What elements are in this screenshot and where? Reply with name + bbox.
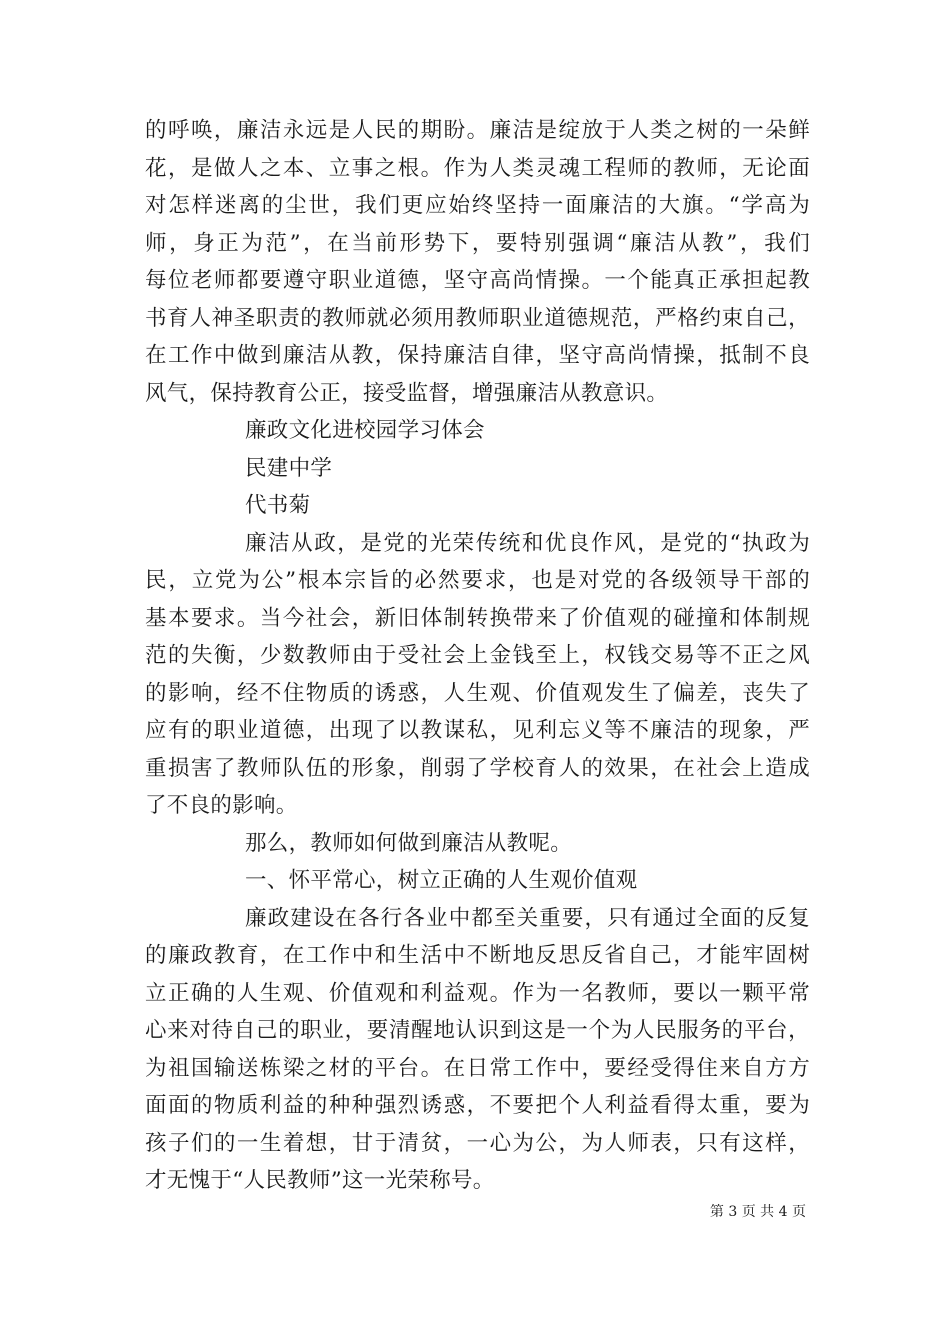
- text-line: 那么，教师如何做到廉洁从教呢。: [245, 830, 573, 856]
- text-line: 重损害了教师队伍的形象，削弱了学校育人的效果，在社会上造成: [145, 755, 810, 781]
- text-line: 花，是做人之本、立事之根。作为人类灵魂工程师的教师，无论面: [145, 155, 810, 181]
- article-author: 代书菊: [245, 493, 311, 518]
- text-line: 书育人神圣职责的教师就必须用教师职业道德规范，严格约束自己，: [145, 305, 810, 331]
- text-line: 在工作中做到廉洁从教，保持廉洁自律，坚守高尚情操，抵制不良: [145, 343, 810, 368]
- text-line: 立正确的人生观、价值观和利益观。作为一名教师，要以一颗平常: [145, 980, 810, 1006]
- text-line: 师，身正为范”，在当前形势下，要特别强调“廉洁从教”，我们: [145, 230, 810, 256]
- text-line: 心来对待自己的职业，要清醒地认识到这是一个为人民服务的平台，: [145, 1018, 810, 1043]
- text-line: 廉洁从政，是党的光荣传统和优良作风，是党的“执政为: [245, 530, 810, 556]
- text-line: 应有的职业道德，出现了以教谋私，见利忘义等不廉洁的现象，严: [145, 718, 810, 743]
- article-school: 民建中学: [245, 455, 333, 481]
- text-line: 的廉政教育，在工作中和生活中不断地反思反省自己，才能牢固树: [145, 943, 810, 968]
- text-line: 才无愧于“人民教师”这一光荣称号。: [145, 1168, 495, 1193]
- text-line: 廉政建设在各行各业中都至关重要，只有通过全面的反复: [245, 905, 810, 931]
- page-number: 第 3 页 共 4 页: [709, 1204, 806, 1220]
- text-line: 的呼唤，廉洁永远是人民的期盼。廉洁是绽放于人类之树的一朵鲜: [145, 118, 810, 143]
- text-line: 面面的物质利益的种种强烈诱惑，不要把个人利益看得太重，要为: [145, 1093, 810, 1118]
- text-line: 范的失衡，少数教师由于受社会上金钱至上，权钱交易等不正之风: [145, 643, 810, 668]
- text-line: 基本要求。当今社会，新旧体制转换带来了价值观的碰撞和体制规: [145, 605, 810, 631]
- text-line: 了不良的影响。: [145, 793, 298, 818]
- text-line: 孩子们的一生着想，甘于清贫，一心为公，为人师表，只有这样，: [145, 1130, 810, 1156]
- document-body: [145, 112, 810, 1200]
- section-heading: 一、怀平常心，树立正确的人生观价值观: [245, 868, 638, 893]
- text-line: 的影响，经不住物质的诱惑，人生观、价值观发生了偏差，丧失了: [145, 680, 810, 706]
- text-line: 为祖国输送栋梁之材的平台。在日常工作中，要经受得住来自方方: [145, 1055, 810, 1081]
- text-line: 风气，保持教育公正，接受监督，增强廉洁从教意识。: [145, 380, 669, 406]
- text-line: 对怎样迷离的尘世，我们更应始终坚持一面廉洁的大旗。“学高为: [145, 193, 810, 218]
- text-line: 民，立党为公”根本宗旨的必然要求，也是对党的各级领导干部的: [145, 568, 810, 593]
- article-title: 廉政文化进校园学习体会: [245, 418, 485, 443]
- text-line: 每位老师都要遵守职业道德，坚守高尚情操。一个能真正承担起教: [145, 268, 810, 293]
